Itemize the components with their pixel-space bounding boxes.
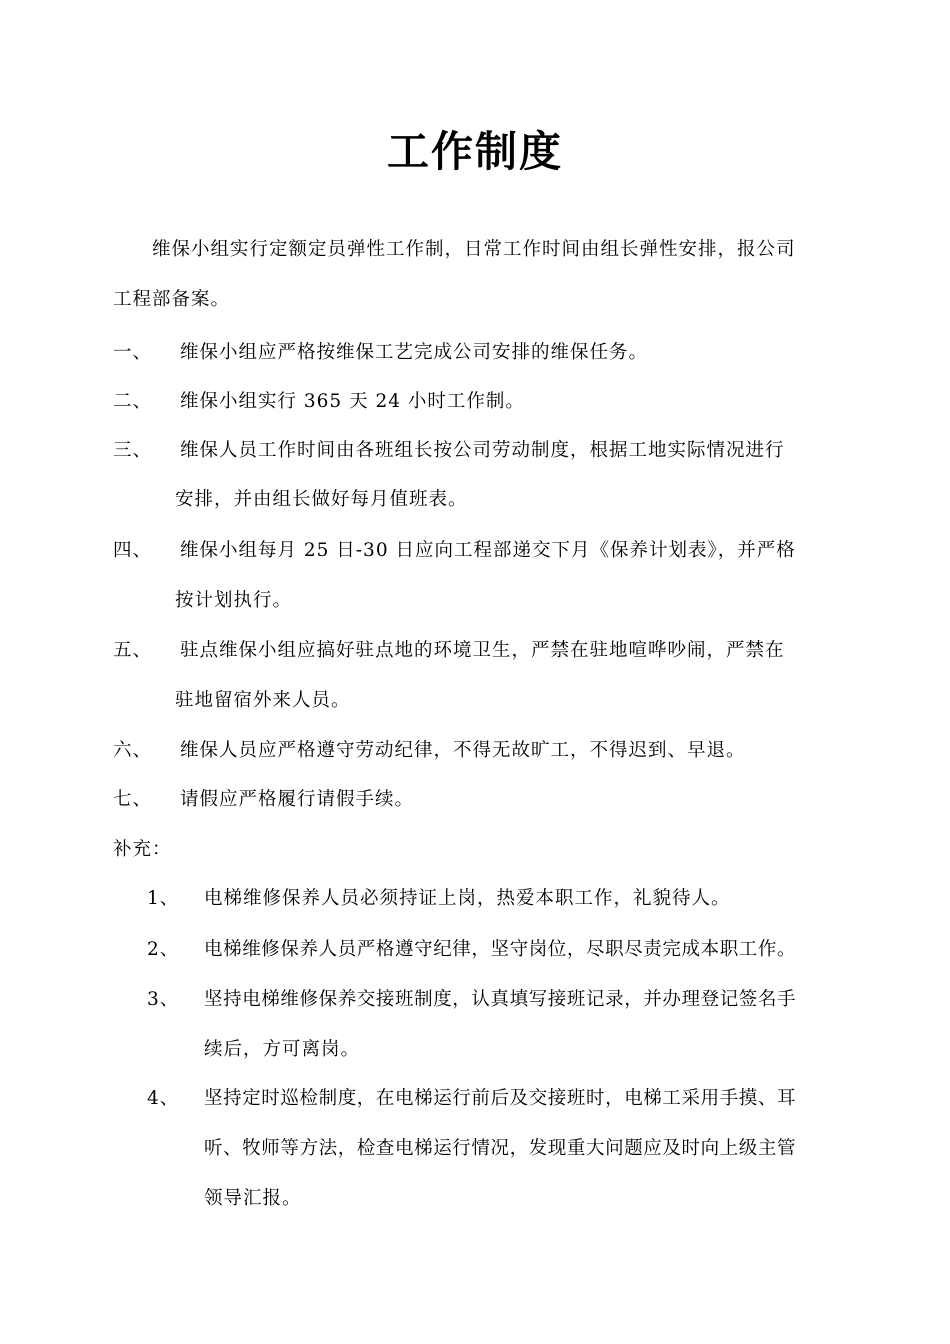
item-4-line-2: 按计划执行。 <box>175 590 293 611</box>
supplement-2-line-1: 电梯维修保养人员严格遵守纪律，坚守岗位，尽职尽责完成本职工作。 <box>204 939 797 960</box>
supplement-4-line-3: 领导汇报。 <box>204 1188 302 1209</box>
item-number-3: 三、 <box>113 440 153 461</box>
supplement-number-1: 1、 <box>147 888 180 909</box>
item-number-4: 四、 <box>113 540 153 561</box>
item-3-line-1: 维保人员工作时间由各班组长按公司劳动制度，根据工地实际情况进行 <box>180 440 785 461</box>
item-number-6: 六、 <box>113 740 153 761</box>
item-4-line-1: 维保小组每月 25 日-30 日应向工程部递交下月《保养计划表》，并严格 <box>180 540 796 561</box>
item-6-line-1: 维保人员应严格遵守劳动纪律，不得无故旷工，不得迟到、早退。 <box>180 740 746 761</box>
document-title: 工作制度 <box>386 127 563 176</box>
item-2-line-1: 维保小组实行 365 天 24 小时工作制。 <box>180 391 525 412</box>
intro-line-1: 维保小组实行定额定员弹性工作制，日常工作时间由组长弹性安排，报公司 <box>152 239 796 260</box>
item-5-line-2: 驻地留宿外来人员。 <box>175 690 351 711</box>
item-3-line-2: 安排，并由组长做好每月值班表。 <box>175 489 468 510</box>
supplement-4-line-2: 听、牧师等方法，检查电梯运行情况，发现重大问题应及时向上级主管 <box>204 1138 797 1159</box>
supplement-label: 补充： <box>113 839 172 860</box>
supplement-1-line-1: 电梯维修保养人员必须持证上岗，热爱本职工作，礼貌待人。 <box>204 888 731 909</box>
item-5-line-1: 驻点维保小组应搞好驻点地的环境卫生，严禁在驻地喧哗吵闹，严禁在 <box>180 640 785 661</box>
item-7-line-1: 请假应严格履行请假手续。 <box>180 789 415 810</box>
item-number-1: 一、 <box>113 342 153 363</box>
item-number-5: 五、 <box>113 640 153 661</box>
intro-line-2: 工程部备案。 <box>113 289 231 310</box>
supplement-number-3: 3、 <box>147 989 180 1010</box>
item-number-7: 七、 <box>113 789 153 810</box>
item-1-line-1: 维保小组应严格按维保工艺完成公司安排的维保任务。 <box>180 342 649 363</box>
supplement-number-4: 4、 <box>147 1088 180 1109</box>
item-number-2: 二、 <box>113 391 153 412</box>
supplement-number-2: 2、 <box>147 939 180 960</box>
supplement-4-line-1: 坚持定时巡检制度，在电梯运行前后及交接班时，电梯工采用手摸、耳 <box>204 1088 797 1109</box>
supplement-3-line-2: 续后，方可离岗。 <box>204 1039 361 1060</box>
supplement-3-line-1: 坚持电梯维修保养交接班制度，认真填写接班记录，并办理登记签名手 <box>204 989 797 1010</box>
